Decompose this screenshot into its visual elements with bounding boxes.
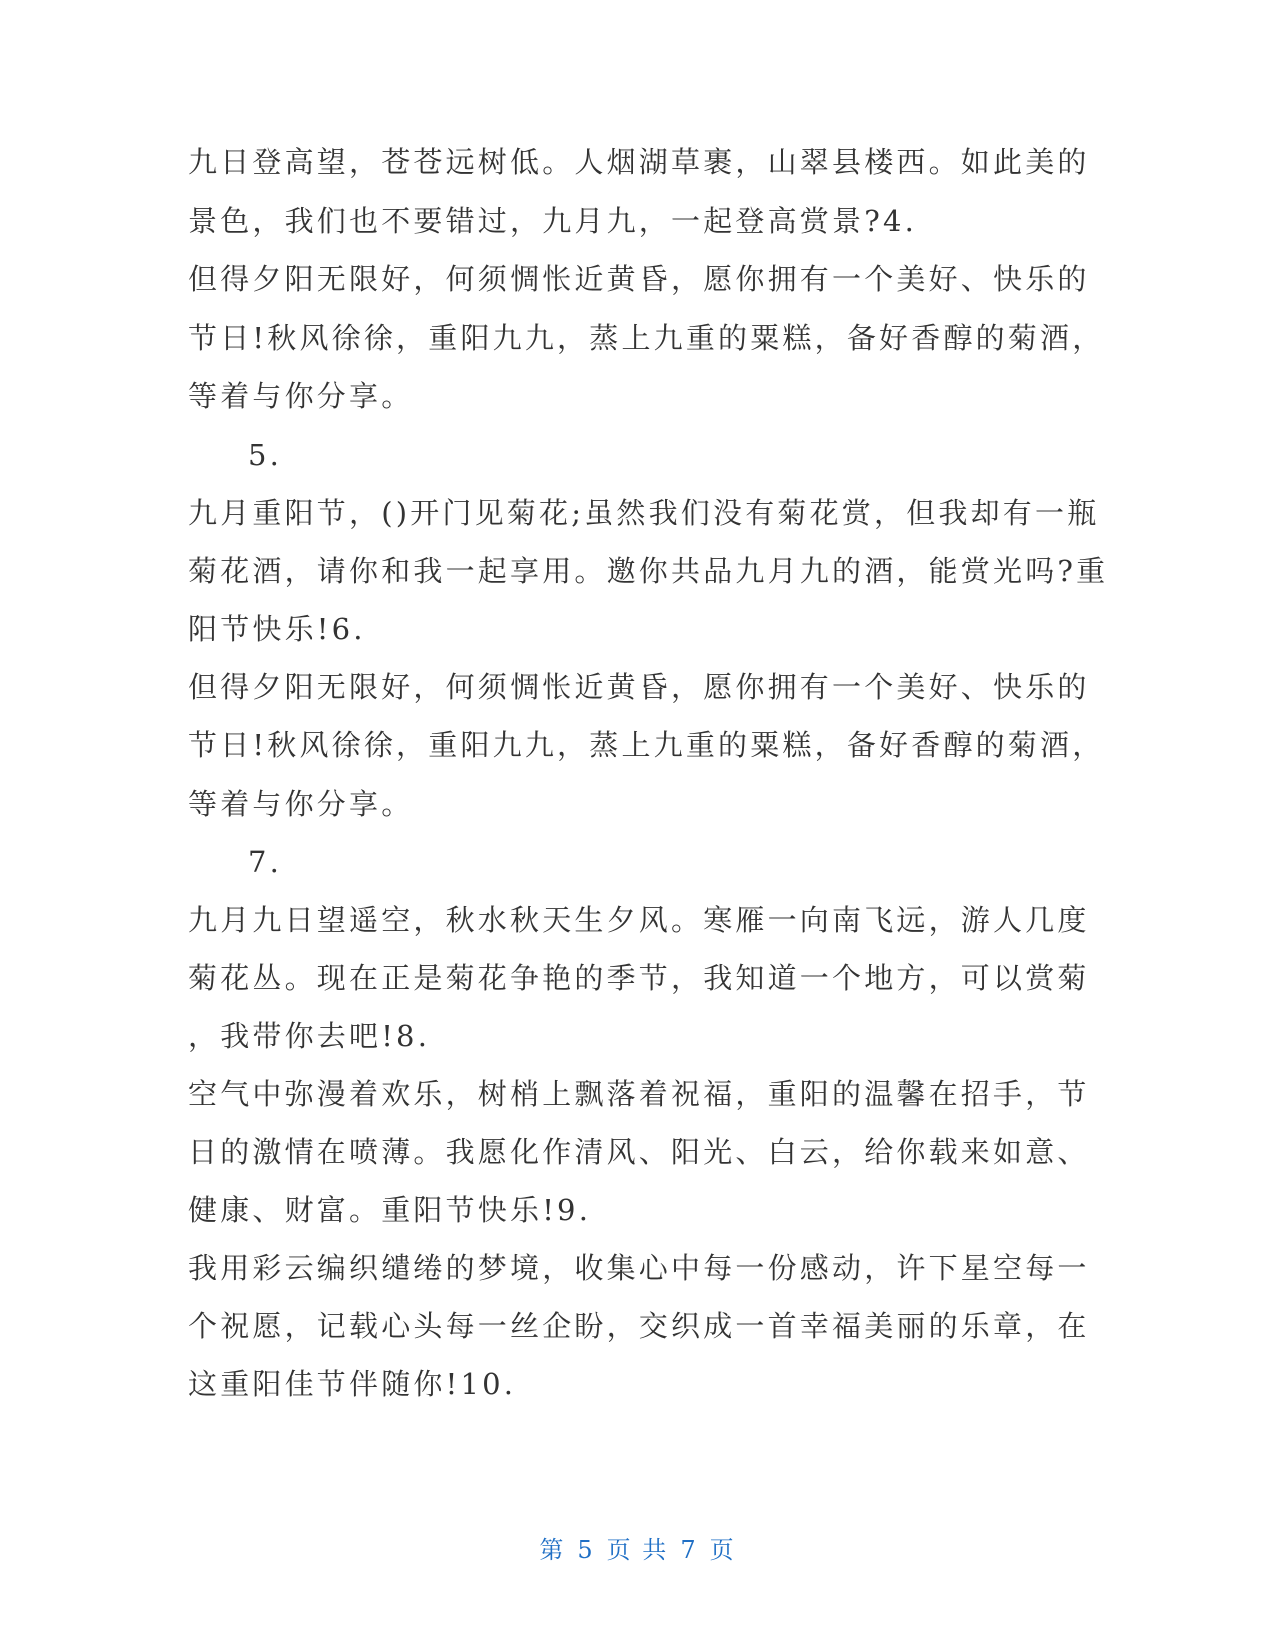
text-line: 景色，我们也不要错过，九月九，一起登高赏景?4.	[188, 204, 918, 238]
text-line: 日的激情在喷薄。我愿化作清风、阳光、白云，给你载来如意、	[188, 1135, 1090, 1169]
page-footer	[0, 1530, 1275, 1565]
text-line: 九日登高望，苍苍远树低。人烟湖草裹，山翠县楼西。如此美的	[188, 145, 1090, 179]
text-line: 但得夕阳无限好，何须惆怅近黄昏，愿你拥有一个美好、快乐的	[188, 670, 1090, 704]
text-line: 九月重阳节，()开门见菊花;虽然我们没有菊花赏，但我却有一瓶	[188, 496, 1100, 530]
item-number: 5.	[248, 438, 283, 472]
footer-total-pages: 7	[680, 1536, 698, 1564]
text-line: 空气中弥漫着欢乐，树梢上飘落着祝福，重阳的温馨在招手，节	[188, 1077, 1090, 1111]
text-line: 等着与你分享。	[188, 787, 414, 821]
footer-current-page: 5	[577, 1536, 595, 1564]
text-line: 等着与你分享。	[188, 379, 414, 413]
text-line: 我用彩云编织缱绻的梦境，收集心中每一份感动，许下星空每一	[188, 1251, 1090, 1285]
text-line: 九月九日望遥空，秋水秋天生夕风。寒雁一向南飞远，游人几度	[188, 903, 1090, 937]
text-line: 节日!秋风徐徐，重阳九九，蒸上九重的粟糕，备好香醇的菊酒，	[188, 728, 1105, 762]
footer-suffix: 页	[709, 1536, 736, 1564]
text-line: 菊花酒，请你和我一起享用。邀你共品九月九的酒，能赏光吗?重	[188, 554, 1109, 588]
footer-prefix: 第	[539, 1536, 566, 1564]
text-line: 这重阳佳节伴随你!10.	[188, 1367, 517, 1401]
footer-middle: 页 共	[606, 1536, 669, 1564]
text-line: 但得夕阳无限好，何须惆怅近黄昏，愿你拥有一个美好、快乐的	[188, 262, 1090, 296]
text-line: 阳节快乐!6.	[188, 612, 366, 646]
text-line: ，我带你去吧!8.	[188, 1019, 431, 1053]
text-line: 健康、财富。重阳节快乐!9.	[188, 1193, 592, 1227]
item-number: 7.	[248, 845, 283, 879]
text-line: 节日!秋风徐徐，重阳九九，蒸上九重的粟糕，备好香醇的菊酒，	[188, 321, 1105, 355]
text-line: 菊花丛。现在正是菊花争艳的季节，我知道一个地方，可以赏菊	[188, 961, 1090, 995]
text-line: 个祝愿，记载心头每一丝企盼，交织成一首幸福美丽的乐章，在	[188, 1309, 1090, 1343]
